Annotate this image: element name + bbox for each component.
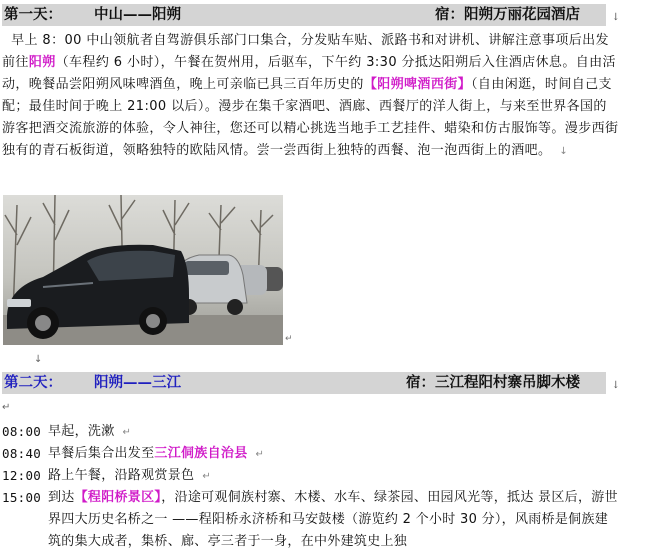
- paragraph-mark-icon: ↓: [611, 380, 620, 391]
- paragraph-mark-icon: ↓: [611, 12, 620, 23]
- schedule-desc: [48, 421, 620, 444]
- day1-text-2: （车程约 6 小时），午餐在贺州用，后驱车，下午约 3:30 分抵达阳朔后入住酒店休息。自由活动，晚餐品尝阳朔风味啤酒鱼，晚上可亲临已具三百年历史的: [2, 55, 616, 92]
- schedule-highlight-chengyang: 【程阳桥景区】: [74, 490, 162, 505]
- day2-label: 第二天：: [4, 374, 62, 391]
- day1-header: [2, 4, 620, 26]
- schedule-text: 到达: [48, 490, 75, 505]
- schedule-row: [2, 465, 620, 487]
- day1-highlight-west-street: 【阳朔啤酒西街】: [363, 77, 472, 92]
- schedule-desc: [48, 443, 620, 466]
- day1-text-3: （自由闲逛，时间自己支配；最佳时间于晚上 21:00 以后）。漫步在集千家酒吧、酒廊、西餐厅的洋人街上，与来至世界各国的游客把酒交流旅游的体验，令人神往，您还可以精心挑选当地手工艺挂件、蜡染和仿古服饰等。漫步西街独有的青石板街道，领略独特的欧陆风情。尝一尝西街上独特的西餐、泡一泡西街上的酒吧。: [2, 77, 619, 158]
- schedule-desc: [48, 487, 620, 553]
- paragraph-mark-icon: ↓: [559, 146, 569, 157]
- schedule-time: 08:40: [2, 446, 42, 461]
- day1-text-1: 早上 8：00 中山领航者自驾游俱乐部门口集合，分发贴车贴、派路书和对讲机、讲解注意事项后出发前往: [2, 33, 609, 70]
- schedule-text: 路上午餐，沿路观赏景色: [48, 468, 195, 483]
- day2-route: 阳朔——三江: [94, 374, 181, 391]
- paragraph-mark-icon: ↵: [2, 402, 11, 413]
- day2-header: [2, 372, 620, 394]
- schedule-row: [2, 421, 620, 443]
- parked-cars-illustration: [3, 195, 283, 345]
- day1-route: 中山——阳朔: [94, 6, 181, 23]
- day1-stay: 宿：阳朔万丽花园酒店: [435, 6, 580, 23]
- schedule-time: 15:00: [2, 490, 42, 505]
- day2-stay: 宿：三江程阳村寨吊脚木楼: [406, 374, 580, 391]
- schedule-time: 12:00: [2, 468, 42, 483]
- schedule-highlight-sanjiang: 三江侗族自治县: [154, 446, 248, 461]
- day1-label: 第一天：: [4, 6, 62, 23]
- day1-description: [2, 30, 620, 163]
- paragraph-mark-icon: ↵: [255, 449, 265, 460]
- schedule-desc: [48, 465, 620, 488]
- schedule-text: 早餐后集合出发至: [48, 446, 155, 461]
- parked-cars-photo: [3, 195, 283, 345]
- paragraph-mark-icon: ↵: [285, 334, 293, 344]
- schedule-row: [2, 487, 620, 557]
- paragraph-mark-icon: ↓: [34, 354, 43, 365]
- schedule-time: 08:00: [2, 424, 42, 439]
- paragraph-mark-icon: ↵: [122, 427, 132, 438]
- schedule-text: ，沿途可观侗族村寨、木楼、水车、绿茶园、田园风光等，抵达 景区后，游世界四大历史名桥之一 ——程阳桥永济桥和马安鼓楼（游览约 2 个小时 30 分），风雨桥是侗族建筑的集大成者，集桥、廊、亭三者于一身，在中外建筑史上独: [48, 490, 618, 549]
- schedule-row: [2, 443, 620, 465]
- paragraph-mark-icon: ↵: [202, 471, 211, 482]
- day1-highlight-yangshuo: 阳朔: [28, 55, 56, 70]
- schedule-text: 早起，洗漱: [48, 424, 115, 439]
